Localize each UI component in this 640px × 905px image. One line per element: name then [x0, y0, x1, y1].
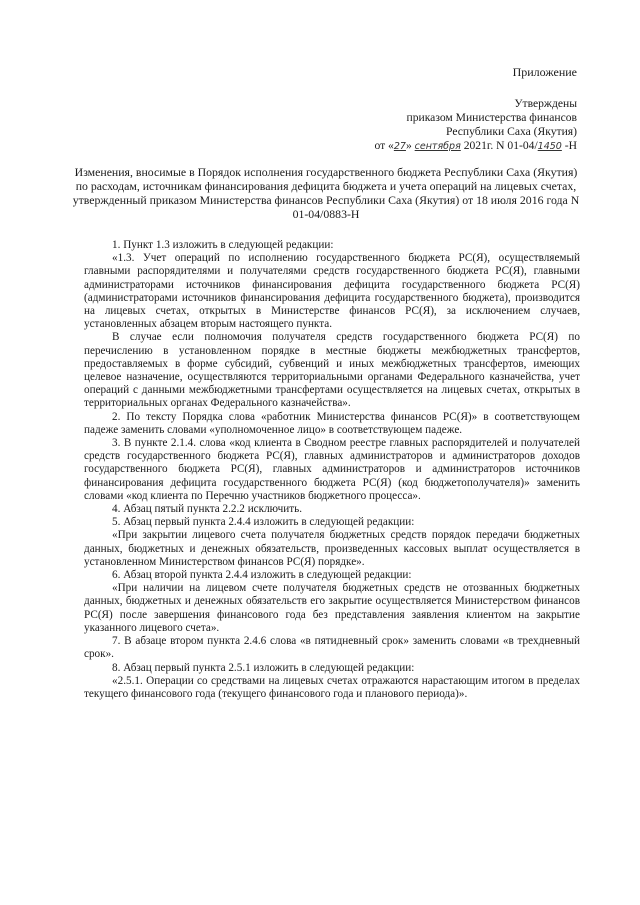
paragraph-3: В случае если полномочия получателя средств государственного бюджета РС(Я) по перечислению в установленном порядке в местные бюджеты межбюджетных трансфертов, предоставляемых в форме субсидий, субвенций и иных межбюджетных трансфертов, имеющих целевое назначение, осуществляются территориальными органами Федерального казначейства, учет операций с данными межбюджетными трансфертами осуществляется на лицевых счетах, открытых в территориальных органах Федерального казначейства».	[84, 331, 580, 410]
approval-line-2: приказом Министерства финансов	[406, 111, 577, 124]
order-year: 2021г. N 01-04/	[460, 139, 538, 152]
paragraph-11: 7. В абзаце втором пункта 2.4.6 слова «в пятидневный срок» заменить словами «в трехдневный срок».	[84, 635, 580, 661]
paragraph-8: «При закрытии лицевого счета получателя бюджетных средств порядок передачи бюджетных данных, бюджетных и денежных обязательств, произведенных кассовых выплат осуществляется в установленном Министерством финансов РС(Я) порядке».	[84, 529, 580, 568]
order-mid: »	[405, 139, 415, 152]
approval-line-1: Утверждены	[514, 97, 577, 110]
paragraph-2: «1.3. Учет операций по исполнению государственного бюджета РС(Я), осуществляемый главными распорядителями и получателями средств государственного бюджета РС(Я), главными администраторами источников финансирования дефицита государственного бюджета РС(Я) (администраторами источников финансирования дефицита государственного бюджета), производится на лицевых счетах, открытых в Министерстве финансов РС(Я), за исключением случаев, установленных абзацем вторым настоящего пункта.	[84, 252, 580, 331]
paragraph-12: 8. Абзац первый пункта 2.5.1 изложить в следующей редакции:	[112, 661, 415, 674]
document-title: Изменения, вносимые в Порядок исполнения государственного бюджета Республики Саха (Якутия) по расходам, источникам финансирования дефицита бюджета и учета операций на лицевых счетах, утвержденный приказом Министерства финансов Республики Саха (Якутия) от 18 июля 2016 года N 01-04/0883-Н	[72, 165, 580, 221]
paragraph-7: 5. Абзац первый пункта 2.4.4 изложить в следующей редакции:	[112, 516, 415, 529]
order-day-handwritten: 27	[393, 141, 406, 152]
paragraph-4: 2. По тексту Порядка слова «работник Министерства финансов РС(Я)» в соответствующем падеже заменить словами «уполномоченное лицо» в соответствующем падеже.	[84, 410, 580, 436]
order-prefix: от «	[374, 139, 394, 152]
approval-line-3: Республики Саха (Якутия)	[446, 125, 577, 138]
paragraph-1: 1. Пункт 1.3 изложить в следующей редакции:	[112, 239, 334, 251]
paragraph-9: 6. Абзац второй пункта 2.4.4 изложить в следующей редакции:	[112, 569, 412, 582]
paragraph-10: «При наличии на лицевом счете получателя бюджетных средств не отозванных бюджетных данных, бюджетных и денежных обязательств его закрытие осуществляется Министерством финансов РС(Я) после завершения финансового года без представления заявления клиентом на закрытие указанного лицевого счета».	[84, 582, 580, 634]
order-number-handwritten: 1450	[537, 141, 562, 152]
appendix-label: Приложение	[512, 65, 577, 79]
document-body	[84, 239, 580, 701]
order-suffix: -Н	[561, 139, 577, 152]
paragraph-13: «2.5.1. Операции со средствами на лицевых счетах отражаются нарастающим итогом в пределах текущего финансового года (текущего финансового года и планового периода)».	[84, 674, 580, 700]
paragraph-5: 3. В пункте 2.1.4. слова «код клиента в Сводном реестре главных распорядителей и получателей средств государственного бюджета РС(Я), главных администраторов и администраторов доходов государственного бюджета РС(Я), главных администраторов и администраторов источников финансирования дефицита государственного бюджета РС(Я) (код бюджетополучателя)» заменить словами «код клиента по Перечню участников бюджетного процесса».	[84, 437, 580, 502]
order-date-line	[277, 139, 577, 154]
approval-block	[277, 97, 577, 154]
order-month-handwritten: сентября	[414, 141, 461, 152]
paragraph-6: 4. Абзац пятый пункта 2.2.2 исключить.	[112, 503, 303, 516]
